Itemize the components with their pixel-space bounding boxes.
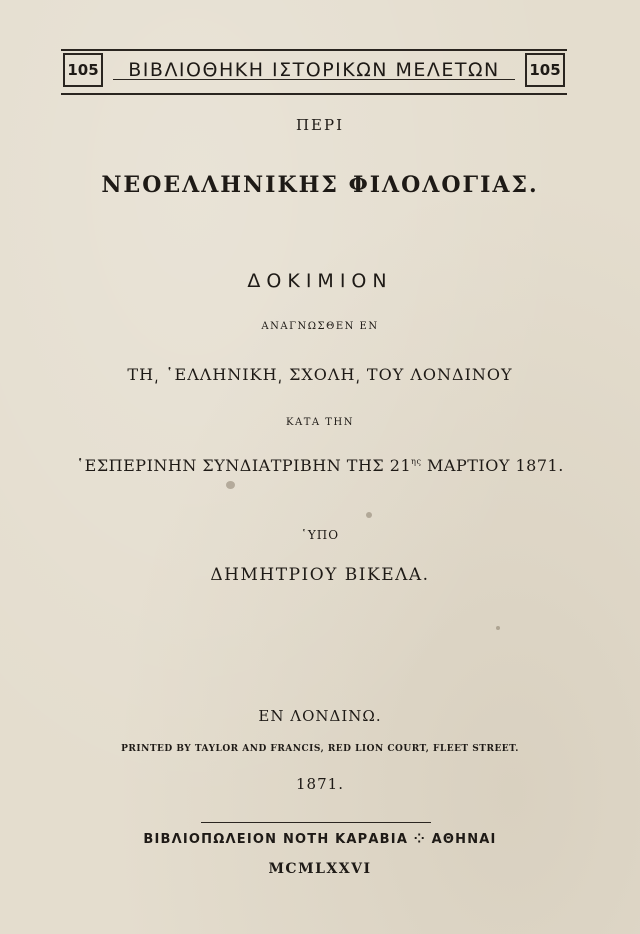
by-line: ῾ΥΠΟ — [300, 528, 340, 542]
ordinal-suffix: ης — [411, 457, 422, 466]
imprint-printer: PRINTED BY TAYLOR AND FRANCIS, RED LION COURT, FLEET STREET. — [121, 744, 519, 754]
publisher-rule — [201, 822, 431, 823]
foxing-spot — [496, 626, 500, 630]
foxing-spot — [226, 481, 235, 489]
publisher-name: ΒΙΒΛΙΟΠΩΛΕΙΟΝ ΝΟΤΗ ΚΑΡΑΒΙΑ ⁘ ΑΘΗΝΑΙ — [143, 832, 497, 847]
series-title: ΒΙΒΛΙΟΘΗΚΗ ΙΣΤΟΡΙΚΩΝ ΜΕΛΕΤΩΝ — [128, 59, 500, 81]
series-title-underline — [113, 79, 515, 80]
imprint-year: 1871. — [296, 775, 344, 793]
school-line: ΤΗ͵ ῾ΕΛΛΗΝΙΚΗ͵ ΣΧΟΛΗ͵ ΤΟΥ ΛΟΝΔΙΝΟΥ — [127, 365, 513, 384]
main-title: ΝΕΟΕΛΛΗΝΙΚΗΣ ΦΙΛΟΛΟΓΙΑΣ. — [101, 172, 539, 198]
series-number-right: 105 — [525, 53, 565, 87]
reprint-year: MCMLXXVI — [268, 861, 372, 877]
author-name: ΔΗΜΗΤΡΙΟΥ ΒΙΚΕΛΑ. — [210, 565, 430, 585]
title-peri: ΠΕΡΙ — [295, 116, 345, 134]
series-number-left: 105 — [63, 53, 103, 87]
series-header — [61, 49, 567, 95]
foxing-spot — [366, 512, 372, 518]
evening-lecture-date: ΜΑΡΤΙΟΥ 1871. — [421, 456, 564, 475]
subtitle-dokimion: ΔΟΚΙΜΙΟΝ — [247, 270, 393, 292]
kata-tin-line: ΚΑΤΑ ΤΗΝ — [286, 417, 354, 428]
imprint-place: ΕΝ ΛΟΝΔΙΝΩ. — [258, 707, 382, 725]
evening-lecture-text: ῾ΕΣΠΕΡΙΝΗΝ ΣΥΝΔΙΑΤΡΙΒΗΝ ΤΗΣ 21 — [76, 456, 412, 475]
evening-lecture-line — [0, 456, 640, 475]
read-at-line: ΑΝΑΓΝΩΣΘΕΝ ΕΝ — [261, 321, 379, 332]
